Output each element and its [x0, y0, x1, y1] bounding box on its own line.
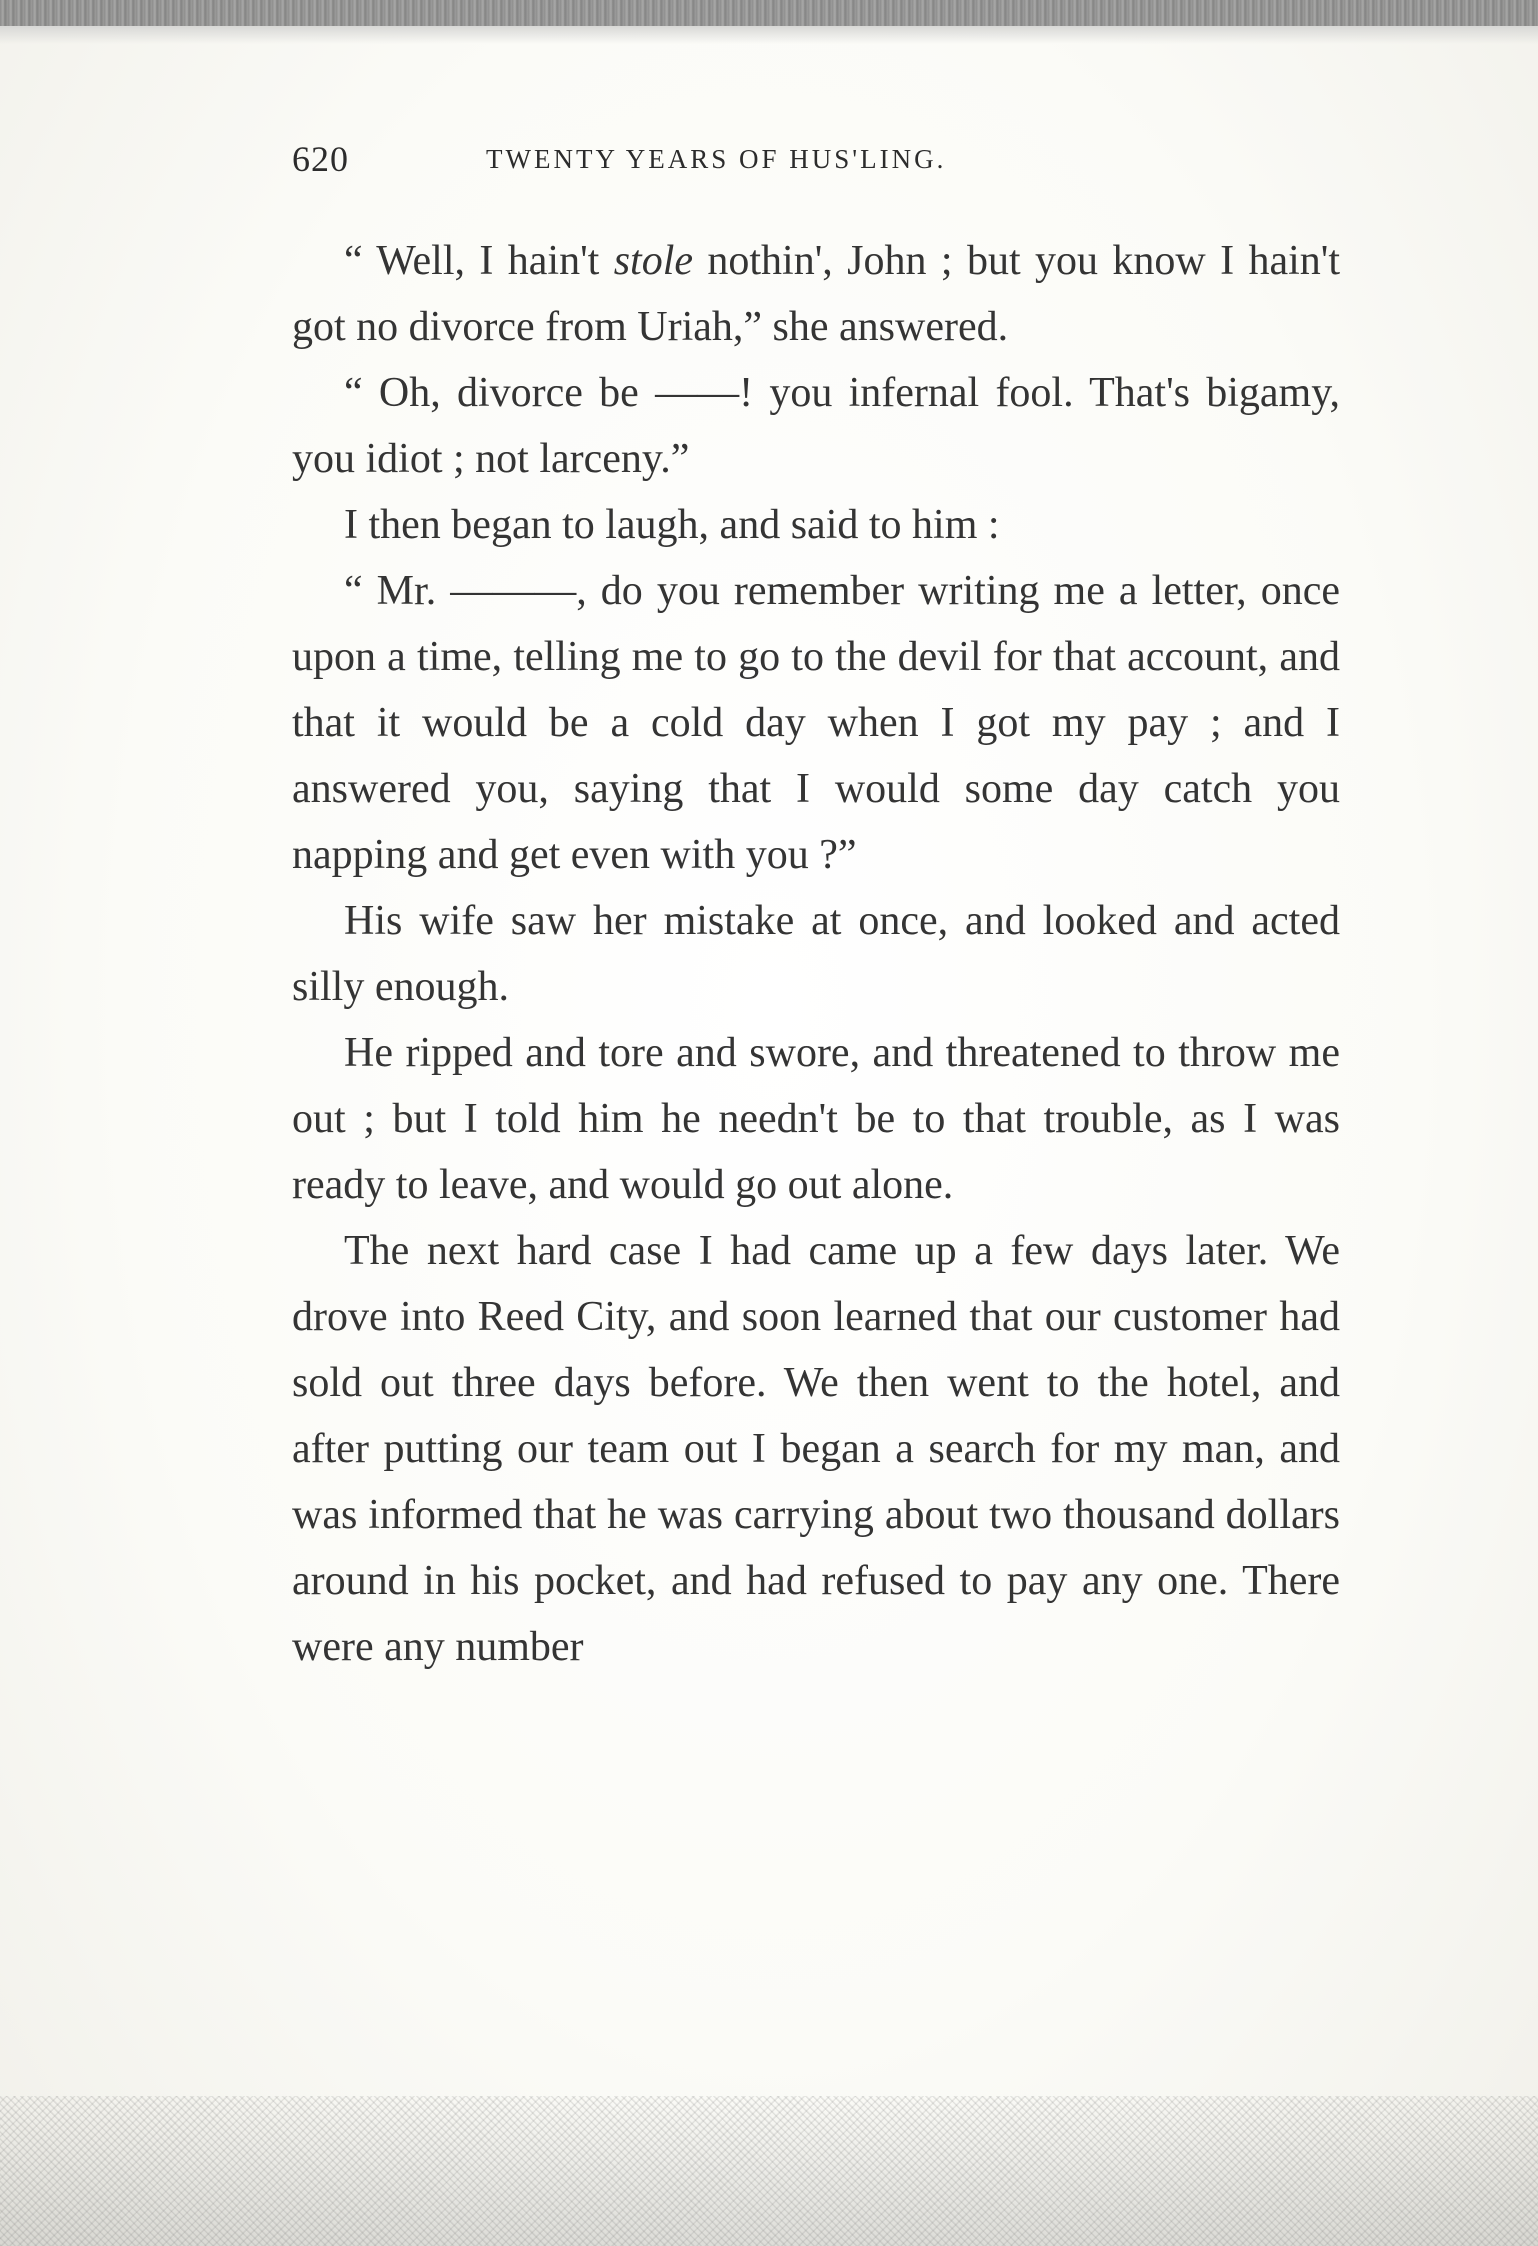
- page-header: [292, 138, 1342, 198]
- paragraph-1: [292, 228, 1340, 360]
- paragraph-6: He ripped and tore and swore, and threatened to throw me out ; but I told him he needn't be to that trouble, as I was ready to leave, and would go out alone.: [292, 1030, 1340, 1208]
- paragraph-3: I then began to laugh, and said to him :: [344, 502, 1000, 548]
- scan-bottom-noise: [0, 2096, 1538, 2246]
- paragraph-5: His wife saw her mistake at once, and looked and acted silly enough.: [292, 898, 1340, 1010]
- page-body: [292, 228, 1340, 1680]
- paragraph-2: “ Oh, divorce be ——! you infernal fool. That's bigamy, you idiot ; not larceny.”: [292, 370, 1340, 482]
- paragraph-7: The next hard case I had came up a few days later. We drove into Reed City, and soon learned that our customer had sold out three days before. We then went to the hotel, and after putting our team out I began a search for my man, and was informed that he was carrying about two thousand dollars around in his pocket, and had refused to pay any one. There were any number: [292, 1228, 1340, 1670]
- paragraph-4: “ Mr. ———, do you remember writing me a letter, once upon a time, telling me to go to the devil for that account, and that it would be a cold day when I got my pay ; and I answered you, saying that I would some day catch you napping and get even with you ?”: [292, 568, 1340, 878]
- running-head: TWENTY YEARS OF HUS'LING.: [486, 144, 947, 174]
- paragraph-1-end: nothin', John ; but you know I hain't got no divorce from Uriah,” she answered.: [292, 238, 1340, 350]
- paragraph-1-start: “ Well, I hain't: [344, 238, 614, 284]
- page-number: 620: [292, 139, 349, 179]
- italic-word: stole: [613, 238, 694, 284]
- scan-top-shadow: [0, 26, 1538, 44]
- scan-top-edge: [0, 0, 1538, 26]
